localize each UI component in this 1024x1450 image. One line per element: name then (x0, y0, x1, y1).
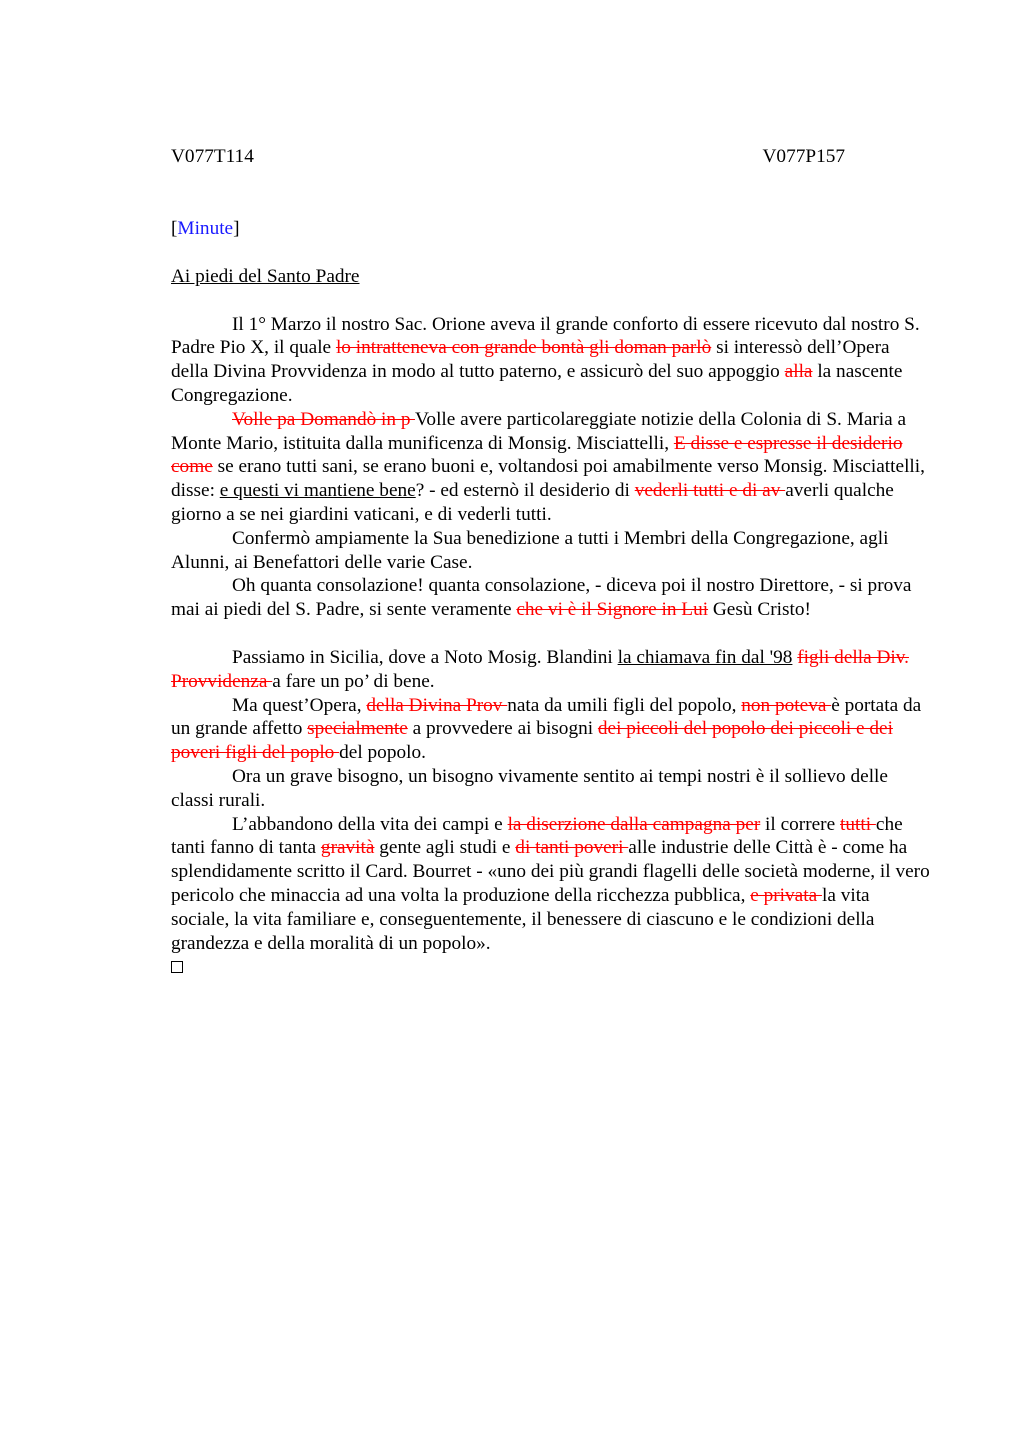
document-body (171, 313, 931, 981)
deleted-text: non poteva (741, 694, 832, 716)
paragraph-5 (171, 646, 931, 694)
paragraph-7: Ora un grave bisogno, un bisogno vivamente sentito ai tempi nostri è il sollievo delle classi rurali. (171, 765, 888, 811)
text-run: a provvedere ai bisogni (407, 718, 598, 740)
right-code: V077P157 (762, 146, 845, 167)
deleted-text: della Divina Prov (366, 694, 508, 716)
paragraph-gap (171, 622, 931, 646)
end-marker (171, 955, 931, 980)
text-run: nata da umili figli del popolo, (507, 694, 742, 716)
text-run: il correre (760, 813, 840, 835)
text-run: si interessò dell’Opera della Divina Provvidenza in modo al tutto paterno, e assicurò del suo appoggio (171, 337, 890, 383)
text-run: Oh quanta consolazione! quanta consolazione, - diceva poi il nostro Direttore, - si prova mai ai piedi del S. Padre, si sente veramente (171, 575, 912, 621)
deleted-text: lo intratteneva con grande bontà gli doman parlò (335, 337, 712, 359)
left-code: V077T114 (171, 146, 254, 167)
text-run: è portata da un grande affetto (171, 694, 922, 740)
document-page (171, 145, 931, 980)
text-run: Gesù Cristo! (708, 599, 811, 621)
paragraph-6 (171, 694, 931, 765)
paragraph-3: Confermò ampiamente la Sua benedizione a tutti i Membri della Congregazione, agli Alunni, ai Benefattori delle varie Case. (171, 527, 889, 573)
deleted-text: tutti (840, 813, 876, 835)
underlined-text: e questi vi mantiene bene (219, 480, 416, 502)
paragraph-4 (171, 574, 931, 622)
text-run: L’abbandono della vita dei campi e (232, 813, 508, 835)
empty-square-icon (171, 961, 183, 973)
text-run: se erano tutti sani, se erano buoni e, voltandosi poi amabilmente verso Monsig. Misciattelli, disse: (171, 456, 925, 502)
text-run: ? - ed esternò il desiderio di (415, 480, 635, 502)
deleted-text: dei piccoli del popolo dei piccoli e dei poveri figli del poplo (171, 718, 893, 764)
deleted-text: vederli tutti e di av (634, 480, 786, 502)
text-run: alle industrie delle Città è - come ha splendidamente scritto il Card. Bourret - «uno dei più grandi flagelli delle società moderne, il vero pericolo che minaccia ad una volta la produzione della ricchezza pubblica, (171, 837, 930, 906)
deleted-text: E disse e espresse il desiderio come (171, 432, 903, 478)
document-title: Ai piedi del Santo Padre (171, 265, 360, 287)
deleted-text: gravità (320, 837, 375, 859)
underlined-text: la chiamava fin dal '98 (617, 646, 793, 668)
paragraph-1 (171, 313, 931, 408)
text-run: gente agli studi e (374, 837, 516, 859)
text-run: del popolo. (339, 742, 426, 764)
minute-close-bracket: ] (233, 218, 240, 239)
header-row (171, 145, 845, 169)
deleted-text: Volle pa Domandò in p (232, 408, 415, 430)
deleted-text: alla (784, 361, 813, 383)
text-run: la vita sociale, la vita familiare e, conseguentemente, il benessere di ciascuno e le condizioni della grandezza e della moralità di un popolo». (171, 884, 875, 954)
deleted-text: e privata (750, 884, 822, 906)
deleted-text: di tanti poveri (515, 837, 629, 859)
text-run: Il 1° Marzo il nostro Sac. Orione aveva il grande conforto di essere ricevuto dal nostro S. Padre Pio X, il quale (171, 313, 920, 359)
deleted-text: che vi è il Signore in Lui (516, 599, 709, 621)
deleted-text: specialmente (307, 718, 408, 740)
text-run: Ma quest’Opera, (232, 694, 367, 716)
text-run: Volle avere particolareggiate notizie della Colonia di S. Maria a Monte Mario, istituita dalla munificenza di Monsig. Misciattelli, (171, 408, 907, 454)
paragraph-8 (171, 813, 931, 956)
minute-link[interactable]: Minute (177, 218, 234, 239)
text-run: la nascente Congregazione. (171, 361, 903, 406)
text-run: Passiamo in Sicilia, dove a Noto Mosig. Blandini (232, 646, 618, 668)
deleted-text: la diserzione dalla campagna per (507, 813, 761, 835)
minute-label (171, 217, 931, 241)
text-run: che tanti fanno di tanta (171, 813, 903, 859)
text-run: averli qualche giorno a se nei giardini vaticani, e di vederli tutti. (171, 480, 894, 525)
text-run: a fare un po’ di bene. (272, 670, 435, 692)
deleted-text: figli della Div. Provvidenza (171, 646, 909, 692)
minute-open-bracket: [ (171, 218, 178, 239)
paragraph-2 (171, 408, 931, 527)
